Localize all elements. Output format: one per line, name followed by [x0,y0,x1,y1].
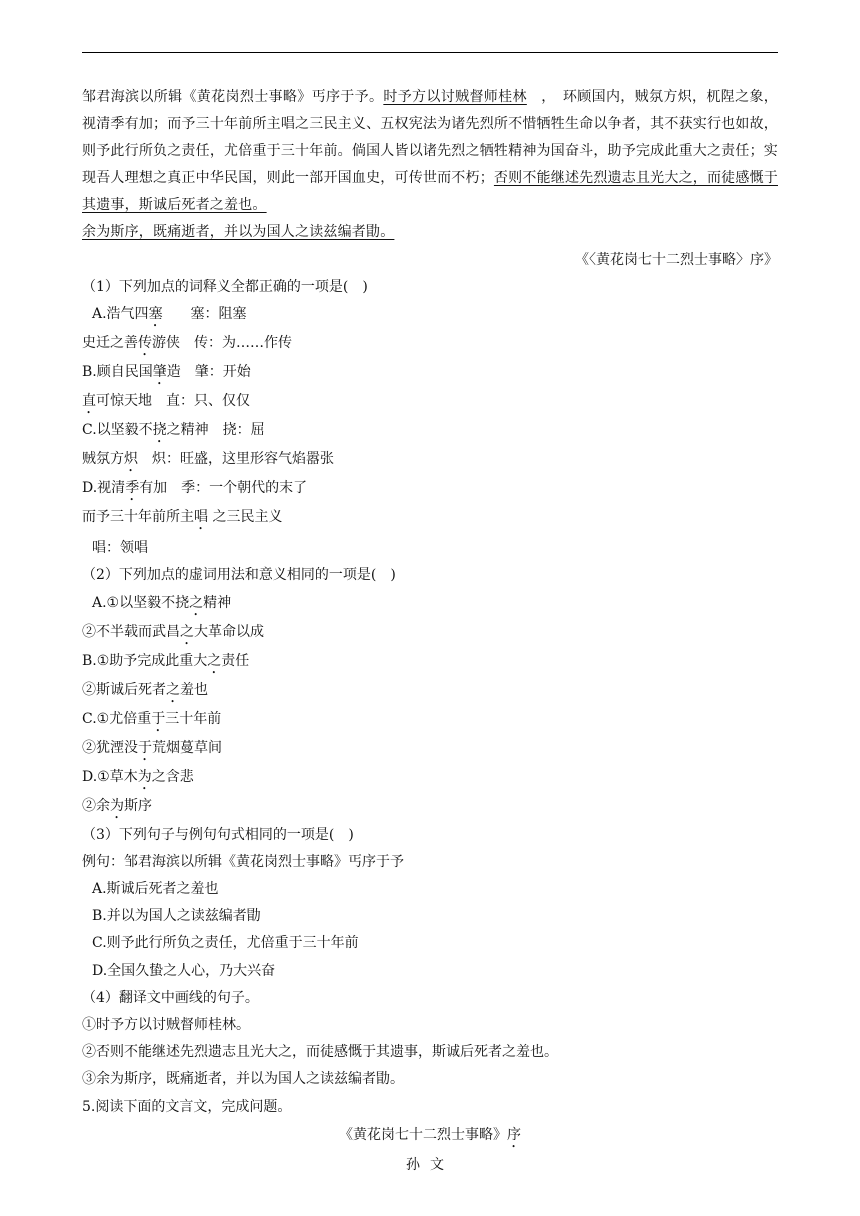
translation-item-3: ③余为斯序，既痛逝者，并以为国人之读兹编者勖。 [82,1071,404,1088]
option-text: 炽：旺盛，这里形容气焰嚣张 [138,451,334,468]
option-c-line-1 [82,706,778,735]
option-text: A.①以坚毅不挠 [92,594,190,611]
passage-paragraph-2 [82,219,778,246]
option-text: 而予三十年前所主 [82,509,194,526]
dotted-word: 之 [166,681,180,698]
underlined-sentence-1: 时予方以讨贼督师桂林 [383,89,527,105]
option-text: B.①助予完成此重大 [82,652,208,669]
option-b-line-2 [82,388,778,417]
passage-source: 《〈黄花岗七十二烈士事略〉序》 [575,252,778,268]
option-text: 之含悲 [151,768,194,785]
option-b-line-1 [82,648,778,677]
option-text: 精神 [203,594,232,611]
dotted-word: 肇 [152,364,167,381]
question-3 [82,822,778,985]
dotted-word: 挠 [152,422,167,439]
question-stem: （3）下列句子与例句句式相同的一项是( ) [82,826,354,843]
title-text: 《黄花岗七十二烈士事略》 [339,1126,507,1143]
dotted-word: 序 [507,1126,521,1143]
question-stem: （1）下列加点的词释义全都正确的一项是( ) [82,279,368,295]
question-5 [82,1094,778,1179]
option-b: B.并以为国人之读兹编者勖 [92,908,261,925]
dotted-word: 塞 [148,306,163,323]
option-text: 有加 季：一个朝代的末了 [139,480,308,497]
question-1 [82,274,778,562]
option-c-line-2 [82,446,778,475]
option-text: 游侠 传：为……作传 [152,335,292,352]
option-text: C.以坚毅不 [82,422,153,439]
option-text: D.视清 [82,480,126,497]
dotted-word: 于 [138,739,152,756]
passage-paragraph-1 [82,84,778,219]
option-text: 斯序 [124,797,152,814]
option-text: ②余 [82,797,110,814]
option-b-line-2 [82,677,778,706]
option-a: A.斯诚后死者之羞也 [92,881,219,898]
option-text: ②犹湮没 [82,739,138,756]
option-c-line-1 [82,417,778,446]
option-text: B.顾自民国 [82,364,153,381]
header-rule [82,52,778,53]
option-text: 责任 [221,652,250,669]
document-body [82,84,778,1179]
option-text: ②斯诚后死者 [82,681,166,698]
option-text: 可惊天地 直：只、仅仅 [96,393,250,410]
option-a-line-2 [82,619,778,648]
option-a-line-1 [82,590,778,619]
example-sentence: 例句：邹君海滨以所辑《黄花岗烈士事略》丐序于予 [82,853,404,870]
passage-author: 孙文 [406,1156,454,1173]
option-text: ②不半载而武昌 [82,623,180,640]
dotted-word: 之 [189,594,204,611]
dotted-word: 为 [137,768,152,785]
translation-item-2: ②否则不能继述先烈遗志且光大之，而徒感慨于其遗事，斯诚后死者之羞也。 [82,1044,558,1061]
option-c-line-2 [82,735,778,764]
question-4 [82,985,778,1094]
dotted-word: 唱 [194,509,208,526]
dotted-word: 为 [110,797,124,814]
question-stem: （4）翻译文中画线的句子。 [82,989,259,1006]
option-text: 羞也 [180,681,208,698]
option-d-line-3: 唱：领唱 [92,540,148,557]
underlined-sentence-3: 余为斯序，既痛逝者，并以为国人之读兹编者勖。 [82,224,395,240]
option-text: 造 肇：开始 [166,364,251,381]
option-c: C.则予此行所负之责任，尤倍重于三十年前 [92,935,359,952]
option-d-line-1 [82,475,778,504]
passage-title [82,1121,778,1151]
option-d-line-2 [82,504,778,533]
question-stem: 5.阅读下面的文言文，完成问题。 [82,1098,292,1115]
passage [82,84,778,246]
option-d-line-2 [82,793,778,822]
option-text: 塞：阻塞 [162,306,247,323]
option-text: A.浩气四 [92,306,149,323]
dotted-word: 传 [138,335,152,352]
dotted-word: 之 [207,652,222,669]
option-a-line-2 [82,330,778,359]
option-text: 之精神 挠：屈 [166,422,265,439]
option-text: 荒烟蔓草间 [152,739,222,756]
passage-text: 邹君海滨以所辑《黄花岗烈士事略》丐序于予。 [82,89,384,105]
option-d-line-1 [82,764,778,793]
dotted-word: 之 [180,623,194,640]
passage-text: ， 环顾国内，贼氛方炽，杌陧之象，视清季有加；而予三十年前所主唱之三民主义、五权宪法为诸先烈所不惜牺牲生命以争者，其不获实行也如故，则予此行所负之责任，尤倍重于三十年前。倘国人皆以诸先烈之牺牲精神为国奋斗，助予完成此重大之责任；实现吾人理想之真正中华民国，则此一部开国血史，可传世而不朽； [82,89,778,186]
option-text: 三十年前 [165,710,222,727]
option-text: 贼氛方 [82,451,124,468]
option-text: 史迁之善 [82,335,138,352]
underlined-sentence-2: 否则不能继述先烈遗志且光大之，而徒感慨于其遗事，斯诚后死者之羞也。 [82,170,778,213]
option-a-line-1 [82,301,778,330]
option-text: 之三民主义 [208,509,283,526]
translation-item-1: ①时予方以讨贼督师桂林。 [82,1017,250,1034]
option-text: D.①草木 [82,768,138,785]
dotted-word: 于 [151,710,166,727]
option-d: D.全国久蛰之人心，乃大兴奋 [92,962,276,979]
option-b-line-1 [82,359,778,388]
option-text: 大革命以成 [194,623,264,640]
question-stem: （2）下列加点的虚词用法和意义相同的一项是( ) [82,567,396,584]
option-text: C.①尤倍重 [82,710,152,727]
dotted-word: 直 [82,393,96,410]
dotted-word: 季 [125,480,140,497]
dotted-word: 炽 [124,451,138,468]
question-2 [82,562,778,821]
